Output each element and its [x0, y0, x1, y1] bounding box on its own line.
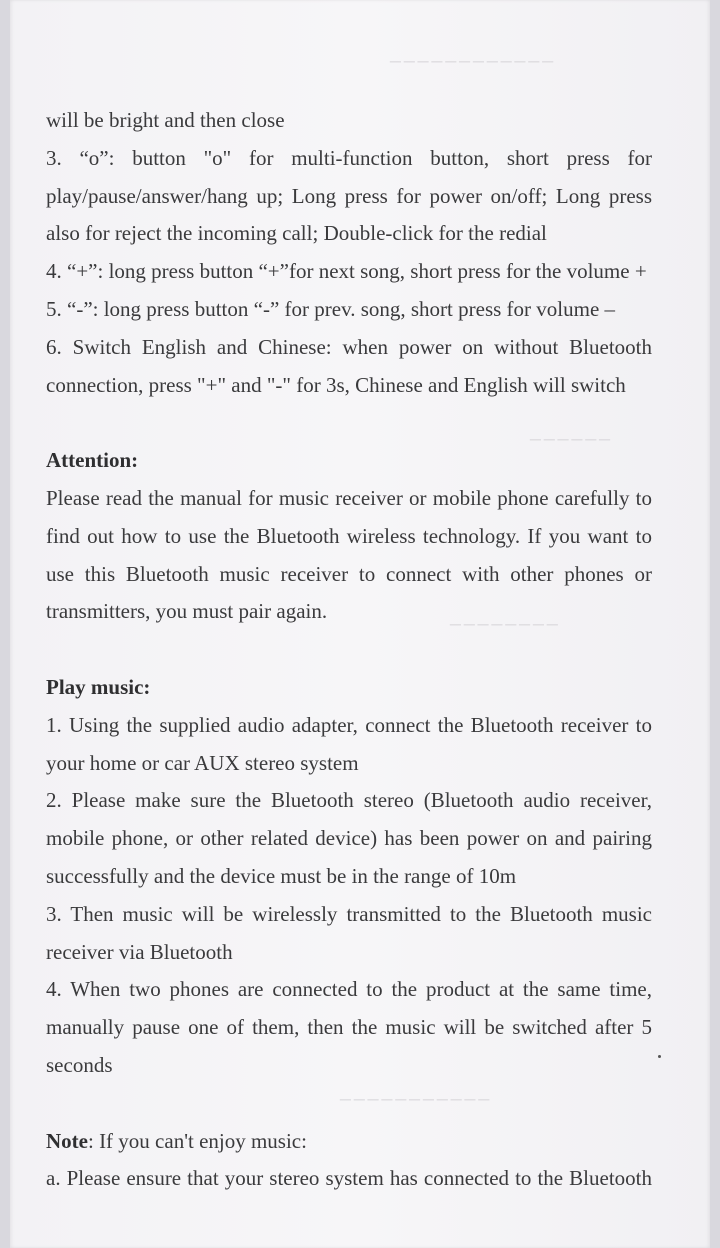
play-music-heading: Play music:	[46, 674, 151, 699]
bleed-through-text: ───────────	[340, 1090, 493, 1111]
speck	[658, 1055, 661, 1058]
note-text: : If you can't enjoy music:	[87, 1128, 307, 1153]
text-line: 5. “-”: long press button “-” for prev. song, short press for volume –	[46, 296, 616, 321]
text-line: 6. Switch English and Chinese: when power on without Bluetooth	[46, 334, 652, 359]
text-line: 4. “+”: long press button “+”for next song, short press for the volume +	[46, 259, 647, 284]
text-line: successfully and the device must be in the range of 10m	[46, 863, 517, 888]
text-line: 3. Then music will be wirelessly transmitted to the Bluetooth music	[46, 901, 652, 926]
text-line: mobile phone, or other related device) has been power on and pairing	[46, 826, 652, 851]
attention-heading: Attention:	[46, 448, 139, 473]
text-line: manually pause one of them, then the music will be switched after 5	[46, 1015, 652, 1040]
text-line: 2. Please make sure the Bluetooth stereo (Bluetooth audio receiver,	[46, 788, 652, 813]
paragraph-gap	[46, 631, 652, 669]
manual-text	[46, 102, 652, 1198]
paragraph-gap	[46, 404, 652, 442]
text-line: a. Please ensure that your stereo system has connected to the Bluetooth	[46, 1166, 652, 1191]
bleed-through-text: ────────	[450, 615, 561, 636]
text-line: will be bright and then close	[46, 108, 285, 132]
text-line: find out how to use the Bluetooth wireless technology. If you want to	[46, 523, 652, 548]
bleed-through-text: ────────────	[390, 52, 557, 73]
text-line: your home or car AUX stereo system	[46, 750, 359, 775]
text-line: play/pause/answer/hang up; Long press for power on/off; Long press	[46, 183, 652, 208]
text-line: 3. “o”: button "o" for multi-function button, short press for	[46, 145, 652, 170]
text-line: use this Bluetooth music receiver to connect with other phones or	[46, 561, 652, 586]
text-line: Please read the manual for music receiver or mobile phone carefully to	[46, 485, 652, 510]
text-line: receiver via Bluetooth	[46, 939, 233, 964]
note-line	[46, 1123, 652, 1161]
text-line: 4. When two phones are connected to the product at the same time,	[46, 977, 652, 1002]
bleed-through-text: ──────	[530, 430, 614, 451]
text-line: transmitters, you must pair again.	[46, 599, 328, 624]
text-line: connection, press "+" and "-" for 3s, Chinese and English will switch	[46, 372, 626, 397]
note-label: Note	[46, 1128, 88, 1153]
text-line: 1. Using the supplied audio adapter, connect the Bluetooth receiver to	[46, 712, 652, 737]
text-line: seconds	[46, 1052, 113, 1077]
paragraph-gap	[46, 1085, 652, 1123]
text-line: also for reject the incoming call; Double-click for the redial	[46, 221, 547, 246]
